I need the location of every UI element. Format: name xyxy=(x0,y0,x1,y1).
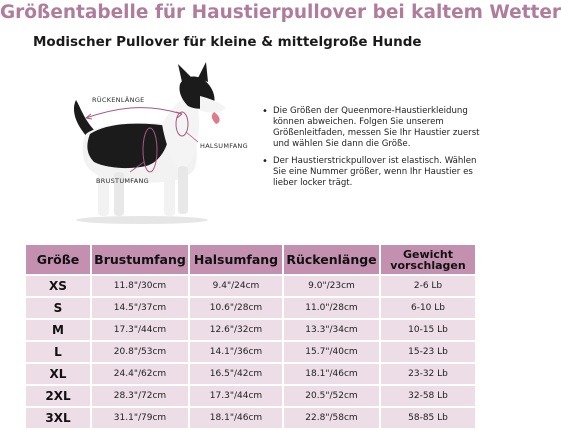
cell-neck: 10.6"/28cm xyxy=(190,298,282,318)
cell-size: L xyxy=(26,342,90,362)
cell-chest: 11.8"/30cm xyxy=(92,276,188,296)
cell-weight: 23-32 Lb xyxy=(381,364,475,384)
table-row xyxy=(26,408,475,428)
cell-back: 18.1"/46cm xyxy=(284,364,379,384)
header-chest: Brustumfang xyxy=(92,245,188,274)
header-neck: Halsumfang xyxy=(190,245,282,274)
cell-chest: 31.1"/79cm xyxy=(92,408,188,428)
cell-size: XL xyxy=(26,364,90,384)
bullet-elastic-note: • Der Haustierstrickpullover ist elastisch. Wählen Sie eine Nummer größer, wenn Ihr Haustier es lieber locker trägt. xyxy=(262,156,488,189)
cell-neck: 14.1"/36cm xyxy=(190,342,282,362)
cell-back: 22.8"/58cm xyxy=(284,408,379,428)
header-size: Größe xyxy=(26,245,90,274)
cell-size: 2XL xyxy=(26,386,90,406)
table-row xyxy=(26,276,475,296)
cell-weight: 10-15 Lb xyxy=(381,320,475,340)
page-title: Größentabelle für Haustierpullover bei kaltem Wetter xyxy=(0,2,561,23)
cell-back: 9.0"/23cm xyxy=(284,276,379,296)
cell-size: S xyxy=(26,298,90,318)
dog-illustration xyxy=(50,62,250,232)
cell-weight: 2-6 Lb xyxy=(381,276,475,296)
cell-neck: 17.3"/44cm xyxy=(190,386,282,406)
neck-girth-label: HALSUMFANG xyxy=(200,142,248,150)
back-length-label: RÜCKENLÄNGE xyxy=(92,96,145,104)
header-back: Rückenlänge xyxy=(284,245,379,274)
cell-back: 11.0"/28cm xyxy=(284,298,379,318)
cell-weight: 58-85 Lb xyxy=(381,408,475,428)
cell-chest: 20.8"/53cm xyxy=(92,342,188,362)
chest-girth-label: BRUSTUMFANG xyxy=(96,177,149,185)
cell-weight: 32-58 Lb xyxy=(381,386,475,406)
cell-weight: 15-23 Lb xyxy=(381,342,475,362)
cell-chest: 28.3"/72cm xyxy=(92,386,188,406)
cell-back: 15.7"/40cm xyxy=(284,342,379,362)
table-row xyxy=(26,386,475,406)
info-bullets xyxy=(262,106,488,195)
size-table xyxy=(24,243,477,430)
cell-weight: 6-10 Lb xyxy=(381,298,475,318)
cell-neck: 12.6"/32cm xyxy=(190,320,282,340)
header-weight: Gewicht vorschlagen xyxy=(381,245,475,274)
cell-back: 20.5"/52cm xyxy=(284,386,379,406)
cell-size: 3XL xyxy=(26,408,90,428)
cell-back: 13.3"/34cm xyxy=(284,320,379,340)
cell-chest: 14.5"/37cm xyxy=(92,298,188,318)
cell-chest: 17.3"/44cm xyxy=(92,320,188,340)
table-row xyxy=(26,298,475,318)
table-row xyxy=(26,320,475,340)
bullet-size-note: • Die Größen der Queenmore-Haustierkleidung können abweichen. Folgen Sie unserem Größenleitfaden, messen Sie Ihr Haustier zuerst und wählen Sie dann die Größe. xyxy=(262,106,488,150)
cell-size: XS xyxy=(26,276,90,296)
table-row xyxy=(26,364,475,384)
cell-neck: 16.5"/42cm xyxy=(190,364,282,384)
table-header-row xyxy=(26,245,475,274)
table-row xyxy=(26,342,475,362)
cell-size: M xyxy=(26,320,90,340)
cell-chest: 24.4"/62cm xyxy=(92,364,188,384)
cell-neck: 18.1"/46cm xyxy=(190,408,282,428)
page-subtitle: Modischer Pullover für kleine & mittelgroße Hunde xyxy=(33,34,422,50)
cell-neck: 9.4"/24cm xyxy=(190,276,282,296)
